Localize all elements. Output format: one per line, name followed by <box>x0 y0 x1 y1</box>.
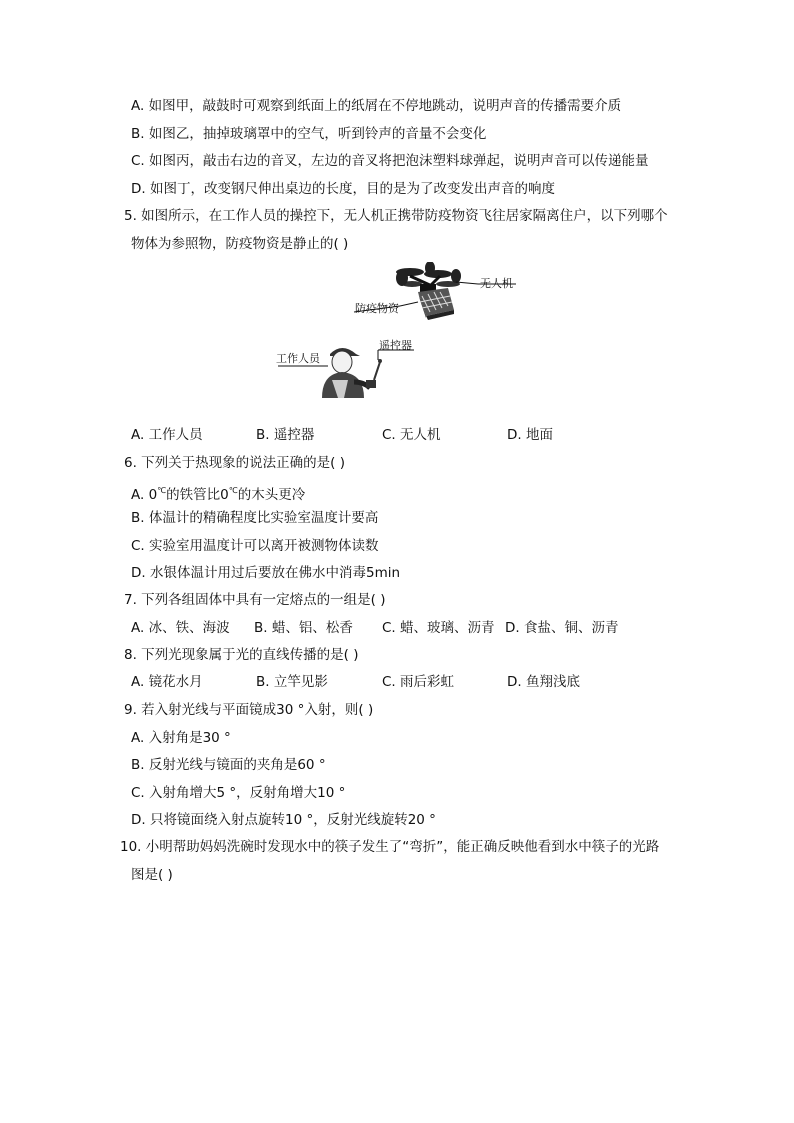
q9-option-d: D. 只将镜面绕入射点旋转10 °，反射光线旋转20 ° <box>131 812 436 828</box>
label-worker: 工作人员 <box>276 352 320 365</box>
q7-stem: 7. 下列各组固体中具有一定熔点的一组是( ) <box>124 592 386 608</box>
q9-option-b: B. 反射光线与镜面的夹角是60 ° <box>131 757 326 773</box>
q7-option-b: B. 蜡、铝、松香 <box>254 620 353 636</box>
degree-symbol: ℃ <box>157 486 167 495</box>
q4-option-d: D. 如图丁，改变钢尺伸出桌边的长度，目的是为了改变发出声音的响度 <box>131 181 555 197</box>
q6-stem: 6. 下列关于热现象的说法正确的是( ) <box>124 455 345 471</box>
q8-stem: 8. 下列光现象属于光的直线传播的是( ) <box>124 647 359 663</box>
q6-option-a <box>131 481 305 505</box>
q10-stem-line1: 10. 小明帮助妈妈洗碗时发现水中的筷子发生了“弯折”，能正确反映他看到水中筷子的光路 <box>120 839 660 855</box>
drone-illustration <box>396 262 461 320</box>
degree-symbol: ℃ <box>228 486 238 495</box>
q6-option-b: B. 体温计的精确程度比实验室温度计要高 <box>131 510 379 526</box>
q5-option-c: C. 无人机 <box>382 427 441 443</box>
q6-option-a-post: 的木头更冷 <box>237 487 306 503</box>
q7-option-a: A. 冰、铁、海波 <box>131 620 230 636</box>
q6-option-c: C. 实验室用温度计可以离开被测物体读数 <box>131 538 379 554</box>
q8-option-c: C. 雨后彩虹 <box>382 674 455 690</box>
q8-option-d: D. 鱼翔浅底 <box>507 674 580 690</box>
q5-option-b: B. 遥控器 <box>256 427 315 443</box>
q8-option-b: B. 立竿见影 <box>256 674 328 690</box>
q6-option-a-pre: A. 0 <box>131 487 158 503</box>
q5-option-a: A. 工作人员 <box>131 427 203 443</box>
q9-stem: 9. 若入射光线与平面镜成30 °入射，则( ) <box>124 702 374 718</box>
label-drone: 无人机 <box>480 277 513 290</box>
label-supplies: 防疫物资 <box>355 302 399 315</box>
q7-option-d: D. 食盐、铜、沥青 <box>505 620 619 636</box>
q5-stem-line1: 5. 如图所示，在工作人员的操控下，无人机正携带防疫物资飞往居家隔离住户，以下列哪个 <box>124 208 668 224</box>
q5-options <box>131 425 691 445</box>
q9-option-a: A. 入射角是30 ° <box>131 730 231 746</box>
q8-option-a: A. 镜花水月 <box>131 674 203 690</box>
q5-stem-line2: 物体为参照物，防疫物资是静止的( ) <box>131 236 349 252</box>
q4-option-a: A. 如图甲，敲鼓时可观察到纸面上的纸屑在不停地跳动，说明声音的传播需要介质 <box>131 98 622 114</box>
q9-option-c: C. 入射角增大5 °，反射角增大10 ° <box>131 785 346 801</box>
q4-option-c: C. 如图丙，敲击右边的音叉，左边的音叉将把泡沫塑料球弹起，说明声音可以传递能量 <box>131 153 649 169</box>
q7-option-c: C. 蜡、玻璃、沥青 <box>382 620 495 636</box>
worker-illustration <box>322 348 382 398</box>
q4-option-b: B. 如图乙，抽掉玻璃罩中的空气，听到铃声的音量不会变化 <box>131 126 487 142</box>
q7-options <box>131 618 691 638</box>
q8-options <box>131 672 691 692</box>
label-remote: 遥控器 <box>379 339 412 352</box>
q5-option-d: D. 地面 <box>507 427 553 443</box>
q6-option-a-mid: 的铁管比0 <box>166 487 229 503</box>
q10-stem-line2: 图是( ) <box>131 867 173 883</box>
q6-option-d: D. 水银体温计用过后要放在佛水中消毒5min <box>131 565 401 581</box>
